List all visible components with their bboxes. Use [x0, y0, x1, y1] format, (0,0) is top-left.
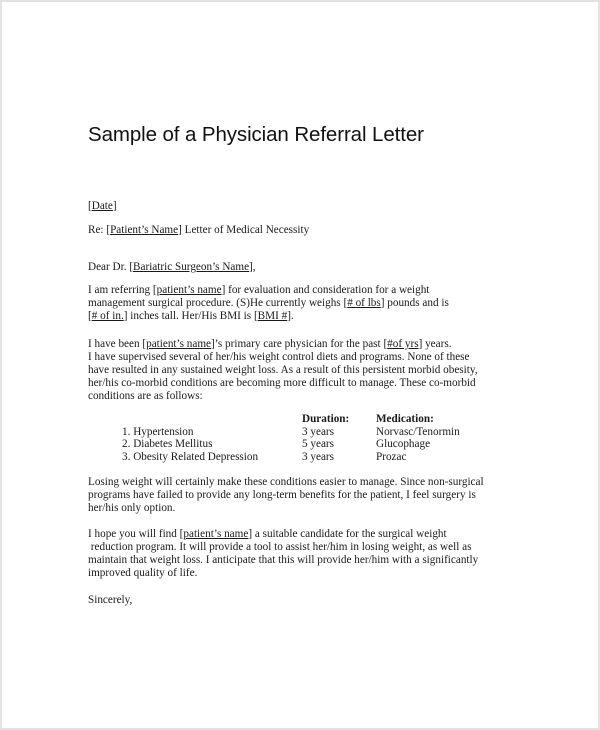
- patient-name-placeholder: Patient’s Name: [110, 224, 179, 236]
- years-placeholder: #of yrs: [387, 338, 419, 350]
- table-row-duration: 3 years: [302, 426, 334, 438]
- table-row-medication: Prozac: [376, 451, 407, 463]
- table-row-condition: 2. Diabetes Mellitus: [122, 438, 213, 450]
- height-placeholder: # of in.: [91, 310, 124, 322]
- salutation: Dear Dr. [Bariatric Surgeon’s Name],: [88, 261, 256, 273]
- weight-placeholder: # of lbs: [347, 297, 381, 309]
- date-line: [Date]: [88, 200, 117, 212]
- document-page: Sample of a Physician Referral Letter [Date] Re: [Patient’s Name] Letter of Medical Necessity Dear Dr. [Bariatric Surgeon’s Name], I am referring [patient’s name] for evaluation and consideration for a weight management surgical procedure. (S)He currently weighs [# of lbs] pounds and is [# of in.] inches tall. Her/His BMI is [BMI #]. I have been [patient’s name]’s primary care physician for the past [#of yrs] years. I have supervised several of her/his weight control diets and programs. None of these have resulted in any sustained weight loss. As a result of this persistent morbid obesity, her/his co-morbid conditions are becoming more difficult to manage. These co-morbid conditions are as follows: Duration: Medication: 1. Hypertension 3 years Norvasc/Tenormin 2. Diabetes Mellitus 5 years Glucophage 3. Obesity Related Depression 3 years Prozac Losing weight will certainly make these conditions easier to manage. Since non-surgical programs have failed to provide any long-term benefits for the patient, I feel surgery is her/his only option. I hope you will find [patient’s name] a suitable candidate for the surgical weight reduction program. It will provide a tool to assist her/him in losing weight, as well as maintain that weight loss. I anticipate that this will provide her/him with a significantly improved quality of life. Sincerely,: [0, 0, 600, 730]
- bmi-placeholder: BMI #: [257, 310, 288, 322]
- table-row-condition: 1. Hypertension: [122, 426, 194, 438]
- surgeon-name-placeholder: Bariatric Surgeon’s Name: [133, 261, 250, 273]
- medication-header: Medication:: [376, 413, 434, 425]
- closing: Sincerely,: [88, 594, 133, 606]
- table-row-duration: 3 years: [302, 451, 334, 463]
- table-row-duration: 5 years: [302, 438, 334, 450]
- duration-header: Duration:: [302, 413, 350, 425]
- date-placeholder: Date: [91, 200, 113, 212]
- table-row-medication: Glucophage: [376, 438, 431, 450]
- table-row-medication: Norvasc/Tenormin: [376, 426, 460, 438]
- table-row-condition: 3. Obesity Related Depression: [122, 451, 259, 463]
- document-title: Sample of a Physician Referral Letter: [88, 123, 424, 146]
- patient-name-placeholder: patient’s name: [156, 284, 222, 296]
- patient-name-placeholder: patient’s name: [146, 338, 212, 350]
- re-line: Re: [Patient’s Name] Letter of Medical Necessity: [88, 224, 310, 236]
- patient-name-placeholder: patient’s name: [183, 528, 249, 540]
